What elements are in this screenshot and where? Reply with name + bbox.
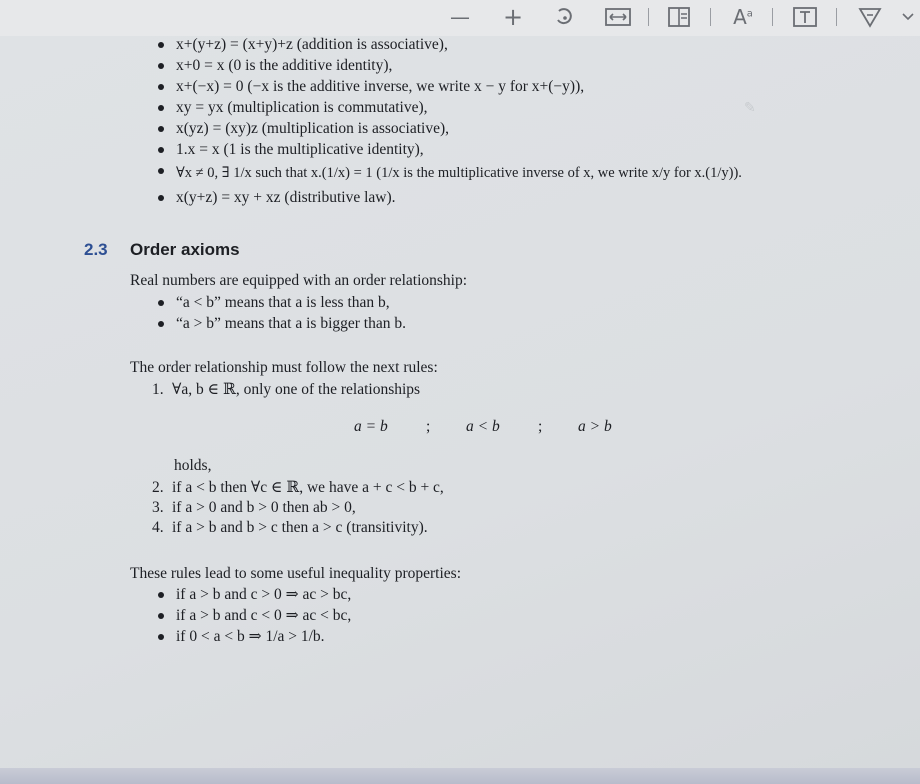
page-layout-button[interactable] [666, 4, 692, 30]
formula-separator: ; [538, 418, 543, 435]
toolbar-divider [648, 8, 649, 26]
list-item: xy = yx (multiplication is commutative), [158, 97, 742, 118]
annotate-button[interactable] [856, 4, 884, 30]
list-item: ∀x ≠ 0, ∃ 1/x such that x.(1/x) = 1 (1/x is the multiplicative inverse of x, we write x/y for x.(1/y)). [158, 160, 742, 187]
minus-icon: — [450, 5, 470, 29]
list-item: x(y+z) = xy + xz (distributive law). [158, 187, 742, 208]
rule-item: 2. if a < b then ∀c ∈ ℝ, we have a + c < b + c, [152, 479, 444, 496]
list-item: x+0 = x (0 is the additive identity), [158, 55, 742, 76]
formula-equal: a = b [354, 418, 388, 435]
rule-item: 1. ∀a, b ∈ ℝ, only one of the relationships [152, 381, 421, 398]
section-title: Order axioms [130, 240, 240, 259]
list-item: x+(y+z) = (x+y)+z (addition is associative), [158, 34, 742, 55]
list-item: “a > b” means that a is bigger than b. [158, 313, 406, 334]
list-item: x(yz) = (xy)z (multiplication is associative), [158, 118, 742, 139]
toolbar-divider [772, 8, 773, 26]
list-item: if a > b and c > 0 ⇒ ac > bc, [158, 584, 351, 605]
zoom-in-button[interactable] [502, 4, 524, 30]
fit-width-icon [605, 8, 631, 26]
fit-width-button[interactable] [604, 4, 632, 30]
screen-bottom-edge [0, 768, 920, 784]
pencil-cursor-icon: ✎ [744, 100, 756, 116]
annotate-icon [858, 6, 882, 28]
text-box-icon [793, 7, 817, 27]
formula-separator: ; [426, 418, 431, 435]
field-axioms-list [158, 34, 742, 208]
rules-list-part-2 [152, 478, 444, 538]
list-item: if a > b and c < 0 ⇒ ac < bc, [158, 605, 351, 626]
page-layout-icon [668, 7, 690, 27]
properties-intro-text: These rules lead to some useful inequality properties: [130, 565, 462, 582]
text-size-button[interactable] [728, 4, 758, 30]
rule-item: 3. if a > 0 and b > 0 then ab > 0, [152, 499, 356, 516]
order-intro-text: Real numbers are equipped with an order relationship: [130, 272, 468, 289]
more-chevron-button[interactable] [900, 4, 916, 30]
list-item: if 0 < a < b ⇒ 1/a > 1/b. [158, 626, 351, 647]
list-item: x+(−x) = 0 (−x is the additive inverse, we write x − y for x+(−y)), [158, 76, 742, 97]
reader-toolbar [0, 0, 920, 37]
toolbar-divider [710, 8, 711, 26]
rule-item: 4. if a > b and b > c then a > c (transitivity). [152, 519, 428, 536]
rules-list-part-1 [152, 380, 420, 400]
holds-text: holds, [174, 457, 212, 474]
formula-greater: a > b [578, 418, 612, 435]
toolbar-divider [836, 8, 837, 26]
text-box-button[interactable] [792, 4, 818, 30]
list-item: 1.x = x (1 is the multiplicative identity), [158, 139, 742, 160]
inequality-properties-list [158, 584, 351, 647]
section-number: 2.3 [84, 240, 108, 259]
text-size-icon: $A^a$ [733, 5, 753, 29]
rotate-button[interactable] [552, 4, 576, 30]
order-definitions-list [158, 292, 406, 334]
list-item: “a < b” means that a is less than b, [158, 292, 406, 313]
zoom-out-button[interactable] [450, 4, 470, 30]
chevron-down-icon [902, 13, 914, 21]
rotate-icon [553, 6, 575, 28]
plus-icon: + [502, 3, 524, 31]
formula-less: a < b [466, 418, 500, 435]
rules-intro-text: The order relationship must follow the next rules: [130, 359, 438, 376]
